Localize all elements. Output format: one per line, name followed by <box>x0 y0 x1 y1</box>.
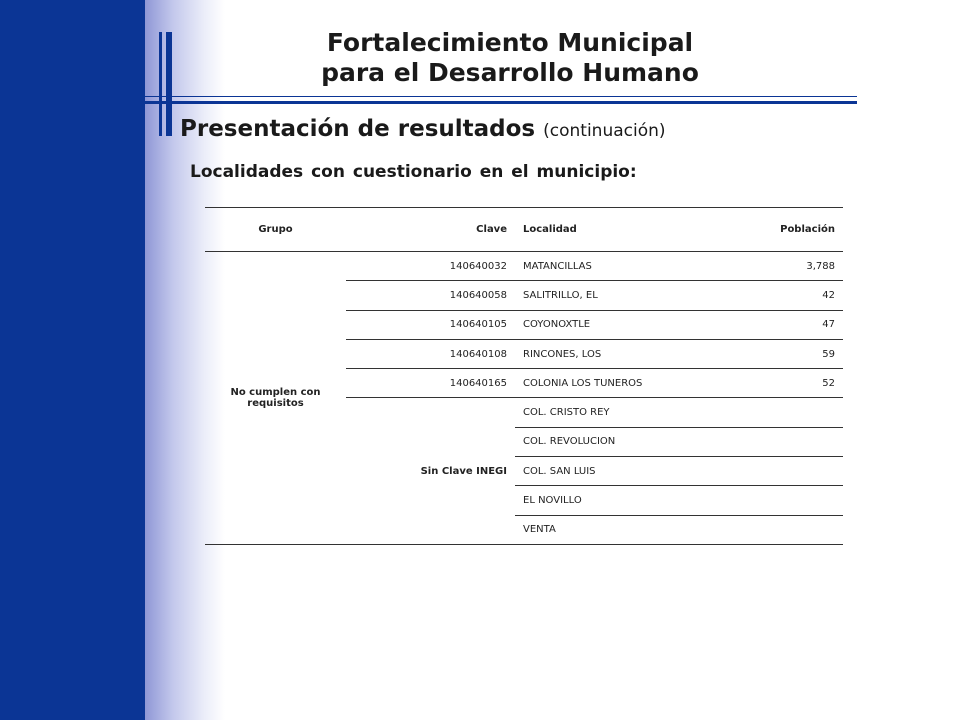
title-line-1: Fortalecimiento Municipal <box>326 28 694 57</box>
poblacion-cell <box>731 427 843 456</box>
localidad-cell: COLONIA LOS TUNEROS <box>515 369 731 398</box>
poblacion-cell: 42 <box>731 281 843 310</box>
clave-cell: 140640105 <box>346 310 515 339</box>
localidad-cell: SALITRILLO, EL <box>515 281 731 310</box>
slide-subtitle <box>180 116 666 142</box>
localidad-cell: VENTA <box>515 515 731 544</box>
horizontal-rule-thick <box>145 101 857 104</box>
poblacion-cell <box>731 398 843 427</box>
poblacion-cell: 52 <box>731 369 843 398</box>
poblacion-cell <box>731 486 843 515</box>
localidad-cell: COL. REVOLUCION <box>515 427 731 456</box>
localidad-cell: COL. SAN LUIS <box>515 457 731 486</box>
localidad-cell: COYONOXTLE <box>515 310 731 339</box>
title-line-2: para el Desarrollo Humano <box>321 58 699 87</box>
subtitle-main: Presentación de resultados <box>180 116 536 142</box>
subtitle-paren: (continuación) <box>543 121 666 141</box>
header-grupo: Grupo <box>205 208 346 252</box>
poblacion-cell <box>731 457 843 486</box>
poblacion-cell: 59 <box>731 339 843 368</box>
header-poblacion: Población <box>731 208 843 252</box>
vertical-rule-thick <box>166 32 172 136</box>
group-label: No cumplen con requisitos <box>205 252 346 545</box>
vertical-rule-thin <box>159 32 162 136</box>
localidad-cell: COL. CRISTO REY <box>515 398 731 427</box>
subgroup-label: Sin Clave INEGI <box>346 398 515 544</box>
poblacion-cell: 47 <box>731 310 843 339</box>
clave-cell: 140640165 <box>346 369 515 398</box>
localidad-cell: MATANCILLAS <box>515 252 731 281</box>
localities-table <box>205 207 843 545</box>
left-blue-band <box>0 0 145 720</box>
horizontal-rule-thin <box>145 96 857 97</box>
poblacion-cell: 3,788 <box>731 252 843 281</box>
clave-cell: 140640032 <box>346 252 515 281</box>
localidad-cell: EL NOVILLO <box>515 486 731 515</box>
table-row <box>205 252 843 281</box>
clave-cell: 140640058 <box>346 281 515 310</box>
clave-cell: 140640108 <box>346 339 515 368</box>
slide-title <box>260 28 760 88</box>
section-title: Localidades con cuestionario en el municipio: <box>190 162 637 182</box>
localidad-cell: RINCONES, LOS <box>515 339 731 368</box>
header-localidad: Localidad <box>515 208 731 252</box>
header-clave: Clave <box>346 208 515 252</box>
poblacion-cell <box>731 515 843 544</box>
table-header-row <box>205 208 843 252</box>
